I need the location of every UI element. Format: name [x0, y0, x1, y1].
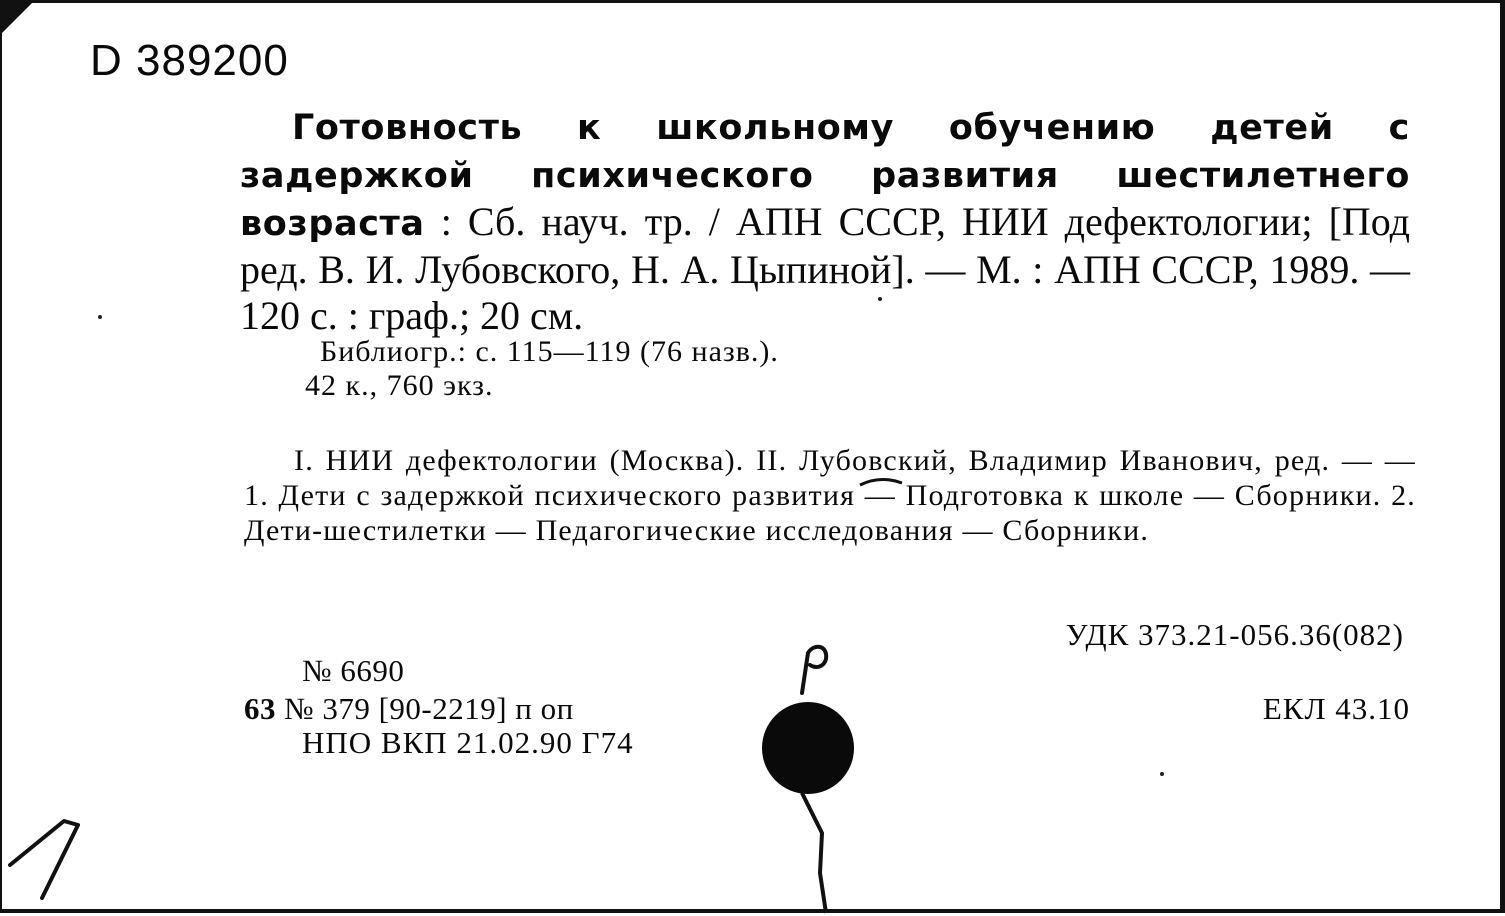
handwritten-one	[10, 821, 78, 898]
shelf-mark: D 389200	[90, 36, 289, 85]
print-order-number: 63	[244, 691, 276, 726]
speck	[1160, 772, 1164, 776]
subject-headings-text: I. НИИ дефектологии (Москва). II. Лубовский, Владимир Иванович, ред. — — 1. Дети с задержкой психического развития — Подготовка к школе — Сборники. 2. Дети-шестилетки — Педагогические исследования — Сборники.	[244, 444, 1416, 547]
publisher-date: НПО ВКП 21.02.90 Г74	[302, 725, 634, 760]
print-order-info	[244, 691, 574, 727]
bibliographic-description	[240, 103, 1410, 339]
card-tear	[802, 793, 826, 913]
ekl-code: ЕКЛ 43.10	[1262, 691, 1410, 726]
bibliography-note: Библиогр.: с. 115—119 (76 назв.).	[320, 335, 779, 368]
accession-number: № 6690	[302, 653, 405, 688]
title-bold: Готовность к школьному обучению детей с задержкой психического развития шестилетнего возраста	[240, 108, 1410, 244]
udk-code: УДК 373.21-056.36(082)	[1065, 617, 1404, 652]
speck	[98, 315, 102, 319]
title-imprint: : Сб. науч. тр. / АПН СССР, НИИ дефектологии; [Под ред. В. И. Лубовского, Н. А. Цыпиной]. — М. : АПН СССР, 1989. — 120 с. : граф.; 20 см.	[240, 199, 1410, 338]
print-order-text: № 379 [90-2219] п оп	[284, 691, 574, 726]
price-copies-note: 42 к., 760 экз.	[305, 369, 494, 402]
handwritten-mark	[802, 647, 826, 693]
speck	[878, 297, 882, 301]
card-corner-cut	[2, 3, 32, 33]
subject-headings	[244, 443, 1416, 548]
punch-hole	[762, 702, 854, 794]
